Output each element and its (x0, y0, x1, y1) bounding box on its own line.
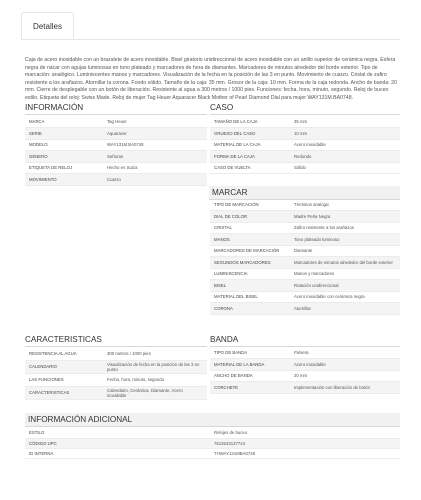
spec-value: Términos analógic (290, 199, 400, 211)
spec-value: Tag Heuer (103, 116, 207, 128)
spec-value: Acero inoxidable (290, 139, 400, 151)
section-title-caso: CASO (210, 103, 400, 115)
table-row (25, 347, 207, 360)
spec-label: ANCHO DE BANDA (210, 370, 290, 382)
table-row (210, 303, 400, 315)
caracteristicas-table (25, 347, 207, 400)
informacion-table (25, 116, 207, 186)
table-row (210, 347, 400, 359)
spec-value: Calendario, Cerámica, Diamante, Acero inoxidable (103, 386, 207, 399)
table-row (25, 428, 400, 438)
spec-label: MATERIAL DE LA BANDA (210, 359, 290, 371)
table-row (25, 386, 207, 399)
spec-label: GÉNERO (25, 151, 103, 163)
spec-value: Visualización de fecha en la posición de las 3 en punto (103, 360, 207, 373)
spec-value: Acero inoxidable (290, 359, 400, 371)
section-title-banda: BANDA (210, 335, 400, 347)
table-row (210, 199, 400, 211)
table-row (25, 438, 400, 448)
spec-label: MOVIMIENTO (25, 174, 103, 186)
table-row (25, 162, 207, 174)
table-row (210, 370, 400, 382)
table-row (210, 359, 400, 371)
spec-value: Redondo (290, 151, 400, 163)
informacion-adicional-table (25, 428, 400, 459)
table-row (25, 373, 207, 386)
banda-table (210, 347, 400, 394)
spec-value: Marcadores de minutos alrededor del borde exterior (290, 257, 400, 269)
spec-label: MODELO (25, 139, 103, 151)
spec-label: CRISTAL (210, 222, 290, 234)
spec-value: Hecho en Suiza (103, 162, 207, 174)
tab-divider (21, 39, 400, 40)
spec-label: CÓDIGO UPC (25, 438, 210, 448)
spec-value: 10 mm (290, 128, 400, 140)
table-row (25, 128, 207, 140)
table-row (25, 448, 400, 458)
section-title-caracteristicas: CARACTERISTICAS (25, 335, 207, 347)
table-row (25, 116, 207, 128)
spec-value: 35 mm (290, 116, 400, 128)
spec-label: CORONA (210, 303, 290, 315)
spec-label: TIPO DE BANDA (210, 347, 290, 359)
product-description: Caja de acero inoxidable con un brazalete de acero inoxidable. Bisel giratorio unidireccional de acero inoxidable con un anillo superior de cerámica negra. Esfera negra de nácar con agujas luminosas en tono plateado y marcadores de hora de diamantes. Marcadores de minutos alrededor del borde exterior. Tipo de marcación: analógico. Luminiscentes manos y marcadores. Visualización de la fecha en la posición de las 3 en punto. Movimiento de cuarzo. Cristal de zafiro resistente a los arañazos. Atornillar la corona. Fondo sólido. Tamaño de la caja: 35 mm. Grosor de la caja: 10 mm. Forma de la caja redonda. Ancho de banda: 20 mm. Cierre de desplegable con un botón de liberación. Resistente al agua a 300 metros / 1000 pies. Funciones: fecha, hora, minuto, segundo. Reloj de buceo estilo. Etiqueta del reloj: Swiss Made. Reloj de mujer Tag Heuer Aquaracer Black Mother of Pearl Diamond Dial para mujer WAY131M.BA0748. (25, 57, 397, 101)
spec-value: Rotación unidireccional (290, 280, 400, 292)
spec-value: 300 metros / 1000 pies (103, 347, 207, 360)
spec-value: 7612533137744 (210, 438, 400, 448)
spec-value: 20 mm (290, 370, 400, 382)
spec-label: RESISTENCIA AL AGUA (25, 347, 103, 360)
marcar-table (210, 199, 400, 315)
spec-label: SERIE (25, 128, 103, 140)
spec-value: Cuarzo (103, 174, 207, 186)
spec-value: Diamante (290, 245, 400, 257)
spec-label: CARACTERISTICAS (25, 386, 103, 399)
spec-label: TAMAÑO DE LA CAJA (210, 116, 290, 128)
spec-value: Acero inoxidable con cerámica negra (290, 291, 400, 303)
spec-value: Manos y marcadores (290, 268, 400, 280)
spec-label: ESTILO (25, 428, 210, 438)
spec-value: Sólido (290, 162, 400, 174)
spec-value: Relojes de buceo (210, 428, 400, 438)
table-row (25, 139, 207, 151)
spec-label: BISEL (210, 280, 290, 292)
table-row (210, 382, 400, 394)
spec-value: Zafiro resistente a los arañazos (290, 222, 400, 234)
section-title-informacion: INFORMACIÓN (25, 103, 207, 115)
spec-label: MATERIAL DEL BISEL (210, 291, 290, 303)
spec-label: CASO DE VUELTA (210, 162, 290, 174)
table-row (25, 174, 207, 186)
table-row (210, 116, 400, 128)
spec-label: MATERIAL DE LA CAJA (210, 139, 290, 151)
spec-value: Señoras (103, 151, 207, 163)
table-row (210, 222, 400, 234)
spec-label: CALENDARIO (25, 360, 103, 373)
spec-label: SEGUNDOS MARCADORES (210, 257, 290, 269)
spec-label: LUMINISCENCIA (210, 268, 290, 280)
caso-table (210, 116, 400, 174)
spec-value: Fecha, hora, minuto, segundo (103, 373, 207, 386)
spec-label: ETIQUETA DE RELOJ (25, 162, 103, 174)
table-row (210, 268, 400, 280)
spec-label: TIPO DE MARCACIÓN (210, 199, 290, 211)
spec-value: THWAY131MBA0748 (210, 448, 400, 458)
table-row (210, 139, 400, 151)
section-title-marcar: MARCAR (209, 186, 400, 200)
spec-label: CORCHETE (210, 382, 290, 394)
table-row (25, 151, 207, 163)
spec-label: MARCADORES DE MARCACIÓN (210, 245, 290, 257)
table-row (210, 245, 400, 257)
table-row (210, 162, 400, 174)
spec-value: Implementación con liberación de botón (290, 382, 400, 394)
table-row (210, 291, 400, 303)
table-row (210, 234, 400, 246)
table-row (210, 257, 400, 269)
spec-label: GRUESO DEL CASO (210, 128, 290, 140)
spec-label: DIAL DE COLOR (210, 211, 290, 223)
spec-label: FORMA DE LA CAJA (210, 151, 290, 163)
spec-label: LAS FUNCIONES (25, 373, 103, 386)
spec-value: Aquaracer (103, 128, 207, 140)
spec-value: Atornillar (290, 303, 400, 315)
spec-label: MARCA (25, 116, 103, 128)
spec-value: Pulsera (290, 347, 400, 359)
spec-value: WAY131M.BA0748 (103, 139, 207, 151)
table-row (210, 128, 400, 140)
table-row (210, 151, 400, 163)
spec-label: MANOS (210, 234, 290, 246)
spec-value: Tono plateado luminoso (290, 234, 400, 246)
section-title-informacion-adicional: INFORMACIÓN ADICIONAL (25, 413, 400, 427)
tab-detalles[interactable]: Detalles (21, 12, 74, 39)
spec-label: ID INTERNA (25, 448, 210, 458)
table-row (210, 280, 400, 292)
spec-value: Madre Perla Negra (290, 211, 400, 223)
table-row (25, 360, 207, 373)
table-row (210, 211, 400, 223)
